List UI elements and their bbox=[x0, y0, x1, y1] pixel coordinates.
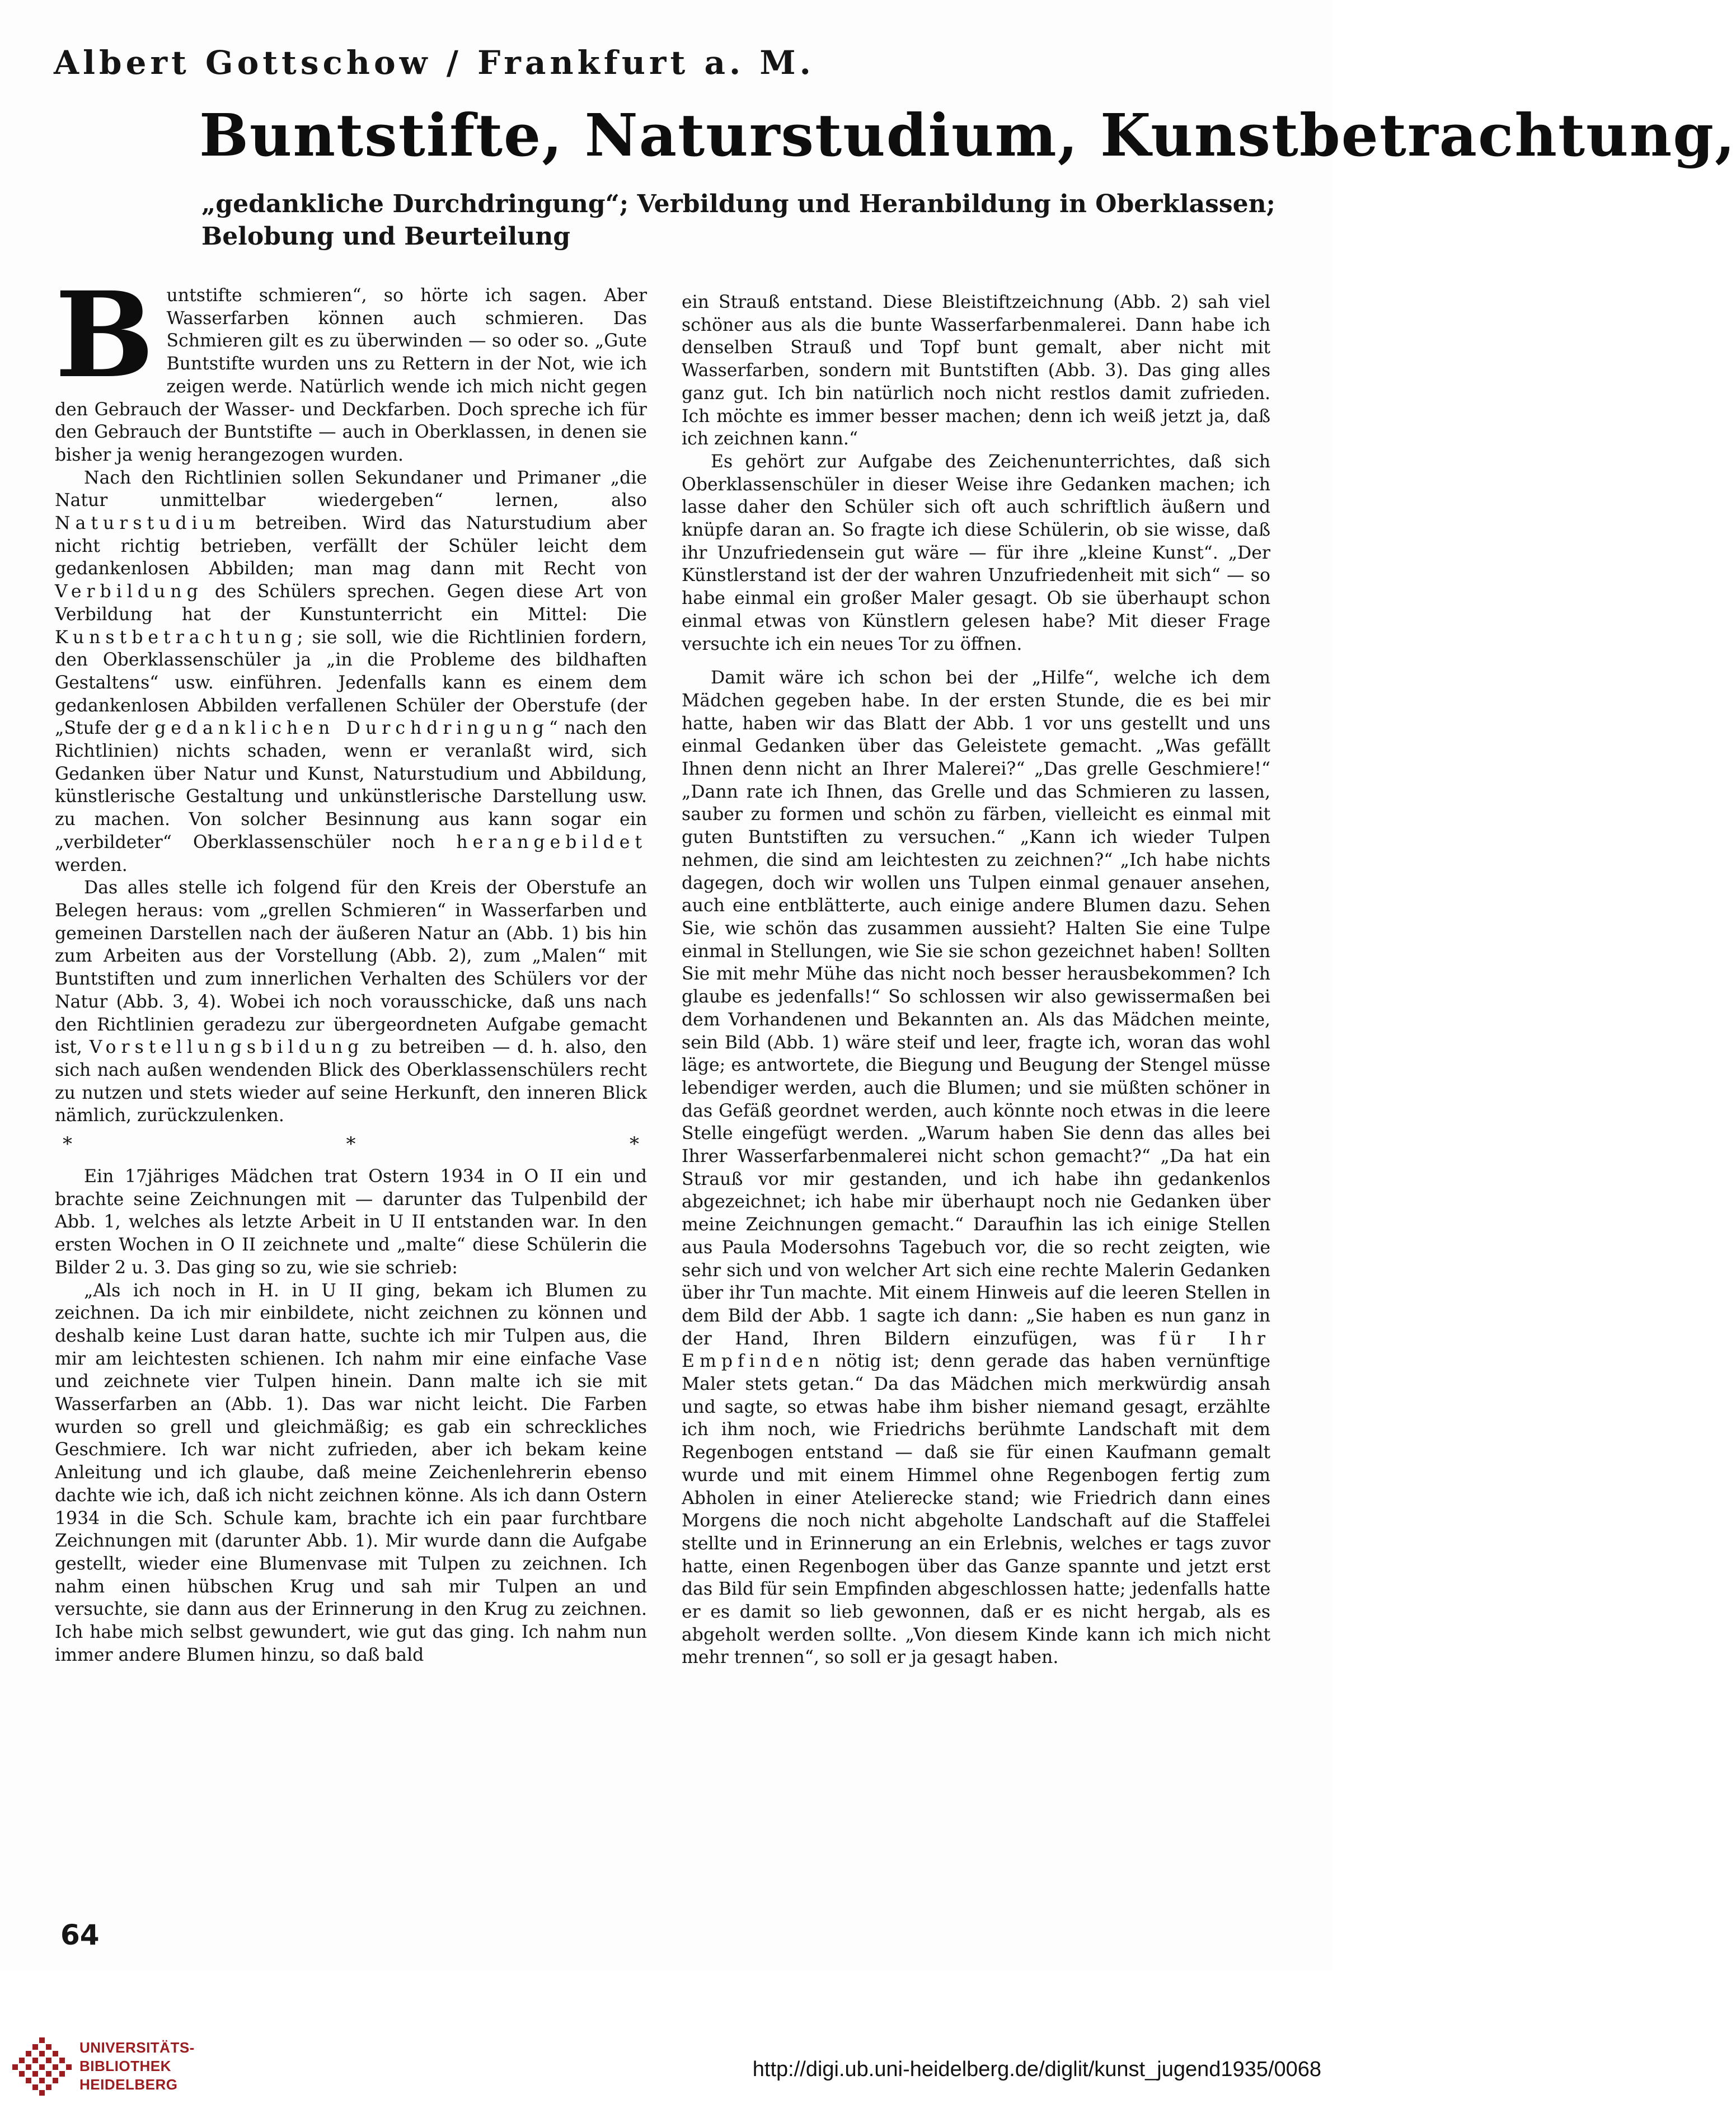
text-run: Nach den Richtlinien sollen Sekundaner und Primaner „die Natur unmittelbar wiedergeben“ lernen, also bbox=[55, 467, 647, 511]
spaced-emphasis: für Ihr Empfinden bbox=[682, 1328, 1270, 1372]
footer-bar bbox=[0, 2004, 1333, 2127]
left-column bbox=[55, 266, 647, 1666]
paragraph-quote: „Als ich noch in H. in U II ging, bekam ich Blumen zu zeichnen. Da ich mir einbildete, nicht zeichnen zu können und deshalb keine Lust daran hatte, suchte ich mir Tulpen aus, die mir am leichtesten schienen. Ich nahm mir eine einfache Vase und zeichnete vier Tulpen hinein. Dann malte ich sie mit Wasserfarben an (Abb. 1). Das war nicht leicht. Die Farben wurden so grell und gleichmäßig; es gab ein schreckliches Geschmiere. Ich war nicht zufrieden, aber ich bekam keine Anleitung und ich glaube, daß meine Zeichenlehrerin ebenso dachte wie ich, daß ich nicht zeichnen könne. Als ich dann Ostern 1934 in die Sch. Schule kam, brachte ich ein paar furchtbare Zeichnungen mit (darunter Abb. 1). Mir wurde dann die Aufgabe gestellt, wieder eine Blumenvase mit Tulpen zu zeichnen. Ich nahm einen hübschen Krug und sah mir Tulpen an und versuchte, sie dann aus der Erinnerung in den Krug zu zeichnen. Ich habe mich selbst gewundert, wie gut das ging. Ich nahm nun immer andere Blumen hinzu, so daß bald bbox=[55, 1280, 647, 1665]
article-subtitle: „gedankliche Durchdringung“; Verbildung und Heranbildung in Oberklassen; Belobung und Beurteilung bbox=[201, 190, 1275, 251]
text-run: zu betreiben — d. h. also, den sich nach außen wendenden Blick des Oberklassenschülers recht zu nutzen und stets wieder auf seine Herkunft, den inneren Blick nämlich, zurückzulenken. bbox=[55, 1037, 647, 1126]
paragraph-hilfe bbox=[682, 667, 1270, 1669]
section-divider bbox=[55, 1127, 647, 1165]
library-name-line: BIBLIOTHEK bbox=[79, 2058, 171, 2074]
right-column bbox=[682, 291, 1270, 1669]
paragraph-continued-quote: ein Strauß entstand. Diese Bleistiftzeichnung (Abb. 2) sah viel schöner aus als die bunte Wasserfarbenmalerei. Dann habe ich denselben Strauß und Topf bunt gemalt, aber nicht mit Wasserfarben, sondern mit Buntstiften (Abb. 3). Das ging alles ganz gut. Ich bin natürlich noch nicht restlos damit zufrieden. Ich möchte es immer besser machen; denn ich weiß jetzt ja, daß ich zeichnen kann.“ bbox=[682, 292, 1270, 449]
text-run: werden. bbox=[55, 855, 128, 875]
university-library-logo-icon bbox=[11, 2035, 73, 2097]
text-run: des Schülers sprechen. Gegen diese Art von Verbildung hat der Kunstunterricht ein Mittel: Die bbox=[55, 582, 647, 625]
author-line: Albert Gottschow / Frankfurt a. M. bbox=[54, 44, 815, 82]
spaced-emphasis: herangebildet bbox=[456, 832, 647, 852]
drop-cap: B bbox=[55, 266, 154, 404]
page-number: 64 bbox=[60, 1919, 100, 1951]
source-url-link[interactable]: http://digi.ub.uni-heidelberg.de/diglit/kunst_jugend1935/0068 bbox=[752, 2058, 1321, 2081]
article-title: Buntstifte, Naturstudium, Kunstbetrachtung, bbox=[199, 101, 1736, 170]
spaced-emphasis: gedanklichen Durchdringung bbox=[154, 718, 549, 739]
spaced-emphasis: Naturstudium bbox=[55, 513, 241, 534]
library-name bbox=[79, 2039, 195, 2094]
text-run: Das alles stelle ich folgend für den Kreis der Oberstufe an Belegen heraus: vom „grellen Schmieren“ in Wasserfarben und gemeinen Darstellen nach der äußeren Natur an (Abb. 1) bis hin zum Arbeiten aus der Vorstellung (Abb. 2), zum „Malen“ mit Buntstiften und zum innerlichen Verhalten des Schülers vor der Natur (Abb. 3, 4). Wobei ich noch vorausschicke, daß uns nach den Richtlinien geradezu zur übergeordneten Aufgabe gemacht ist, bbox=[55, 878, 647, 1058]
text-run: Damit wäre ich schon bei der „Hilfe“, welche ich dem Mädchen gegeben habe. In der ersten Stunde, die es bei mir hatte, haben wir das Blatt der Abb. 1 vor uns gestellt und uns einmal Gedanken über das Geleistete gemacht. „Was gefällt Ihnen denn nicht an Ihrer Malerei?“ „Das grelle Geschmiere!“ „Dann rate ich Ihnen, das Grelle und das Schmieren zu lassen, sauber zu formen und schön zu färben, vielleicht es einmal mit guten Buntstiften zu versuchen.“ „Kann ich wieder Tulpen nehmen, die sind am leichtesten zu zeichnen?“ „Ich habe nichts dagegen, doch wir wollen uns Tulpen einmal genauer ansehen, auch eine entblätterte, auch einige andere Blumen dazu. Sehen Sie, wie schön das zusammen aussieht? Halten Sie eine Tulpe einmal in Stellungen, wie Sie sie schon gezeichnet haben! Sollten Sie mit mehr Mühe das nicht noch besser herausbekommen? Ich glaube es jedenfalls!“ So schlossen wir also gewissermaßen bei dem Vorhandenen und Bekannten an. Als das Mädchen meinte, sein Bild (Abb. 1) wäre steif und leer, fragte ich, woran das wohl läge; es antwortete, die Biegung und Beugung der Stengel müsse lebendiger werden, auch die Blumen; und sie müßten schöner in das Gefäß geordnet werden, auch könnte noch etwas in die leere Stelle eingefügt werden. „Warum haben Sie denn das alles bei Ihrer Wasserfarbenmalerei nicht schon gemacht?“ „Da hat ein Strauß vor mir gestanden, und ich habe ihn gedankenlos abgezeichnet; ich habe mir überhaupt noch nie Gedanken über meine Zeichnungen gemacht.“ Daraufhin las ich einige Stellen aus Paula Modersohns Tagebuch vor, die so recht zeigten, wie sehr sich und von welcher Art sich eine rechte Malerin Gedanken über ihr Tun machte. Mit einem Hinweis auf die leeren Stellen in dem Bild der Abb. 1 sagte ich dann: „Sie haben es nun ganz in der Hand, Ihren Bildern einzufügen, was bbox=[682, 668, 1270, 1349]
paragraph-text: untstifte schmieren“, so hörte ich sagen. Aber Wasserfarben können auch schmieren. Das Schmieren gilt es zu überwinden — so oder so. „Gute Buntstifte wurden uns zu Rettern in der Not, wie ich zeigen werde. Natürlich wende ich mich nicht gegen den Gebrauch der Wasser- und Deckfarben. Doch spreche ich für den Gebrauch der Buntstifte — auch in Oberklassen, in denen sie bisher ja wenig herangezogen wurden. bbox=[55, 285, 647, 465]
text-run: betreiben. Wird das Naturstudium aber nicht richtig betrieben, verfällt der Schüler leicht dem gedankenlosen Abbilden; man mag dann mit Recht von bbox=[55, 513, 647, 579]
paragraph-maedchen: Ein 17jähriges Mädchen trat Ostern 1934 in O II ein und brachte seine Zeichnungen mit — darunter das Tulpenbild der Abb. 1, welches als letzte Arbeit in U II entstanden war. In den ersten Wochen in O II zeichnete und „malte“ diese Schülerin die Bilder 2 u. 3. Das ging so zu, wie sie schrieb: bbox=[55, 1166, 647, 1278]
library-name-line: UNIVERSITÄTS- bbox=[79, 2039, 195, 2056]
spaced-emphasis: Vorstellungsbildung bbox=[89, 1037, 364, 1058]
divider-star: * bbox=[63, 1133, 72, 1156]
library-name-line: HEIDELBERG bbox=[79, 2076, 178, 2093]
text-run: ; sie soll, wie die Richtlinien fordern, den Oberklassenschüler ja „in die Probleme des bildhaften Gestaltens“ usw. einführen. Jedenfalls kann es einem dem gedankenlosen Abbilden verfallenen Schüler der Oberstufe (der „Stufe der bbox=[55, 627, 647, 739]
paragraph-richtlinien bbox=[55, 467, 647, 877]
text-run: “ nach den Richtlinien) nichts schaden, wenn er veranlaßt wird, sich Gedanken über Natur und Kunst, Naturstudium und Abbildung, künstlerische Gestaltung und unkünstlerische Darstellung usw. zu machen. Von solcher Besinnung aus kann sogar ein „verbildeter“ Oberklassenschüler noch bbox=[55, 718, 647, 852]
divider-star: * bbox=[630, 1133, 639, 1156]
spaced-emphasis: Verbildung bbox=[55, 582, 203, 602]
divider-star: * bbox=[346, 1133, 356, 1156]
paragraph-aufgabe: Es gehört zur Aufgabe des Zeichenunterrichtes, daß sich Oberklassenschüler in dieser Weise ihre Gedanken machen; ich lasse daher den Schüler sich oft auch schriftlich äußern und knüpfe daran an. So fragte ich diese Schülerin, ob sie wisse, daß ihr Unzufriedensein gut wäre — für ihre „kleine Kunst“. „Der Künstlerstand ist der der wahren Unzufriedenheit mit sich“ — so habe einmal ein großer Maler gesagt. Ob sie überhaupt schon einmal etwas von Künstlern gelesen habe? Mit dieser Frage versuchte ich ein neues Tor zu öffnen. bbox=[682, 451, 1270, 654]
text-run: nötig ist; denn gerade das haben vernünftige Maler stets getan.“ Da das Mädchen mich merkwürdig ansah und sagte, so etwas habe ihm bisher niemand gesagt, erzählte ich ihm noch, wie Friedrichs berühmte Landschaft mit dem Regenbogen entstand — daß sie für einen Kaufmann gemalt wurde und mit einem Himmel ohne Regenbogen fertig zum Abholen in einer Atelierecke stand; wie Friedrich dann eines Morgens die noch nicht abgeholte Landschaft auf die Staffelei stellte und in Erinnerung an ein Erlebnis, welches er tags zuvor hatte, einen Regenbogen über das Ganze spannte und jetzt erst das Bild für sein Empfinden abgeschlossen hatte; jedenfalls hatte er es damit so lieb gewonnen, daß er es nicht hergab, als es abgeholt werden sollte. „Von diesem Kinde kann ich mich nicht mehr trennen“, so soll er ja gesagt haben. bbox=[682, 1351, 1270, 1668]
spaced-emphasis: Kunstbetrachtung bbox=[55, 627, 297, 648]
paragraph-belege bbox=[55, 877, 647, 1127]
paragraph-intro bbox=[55, 266, 647, 467]
